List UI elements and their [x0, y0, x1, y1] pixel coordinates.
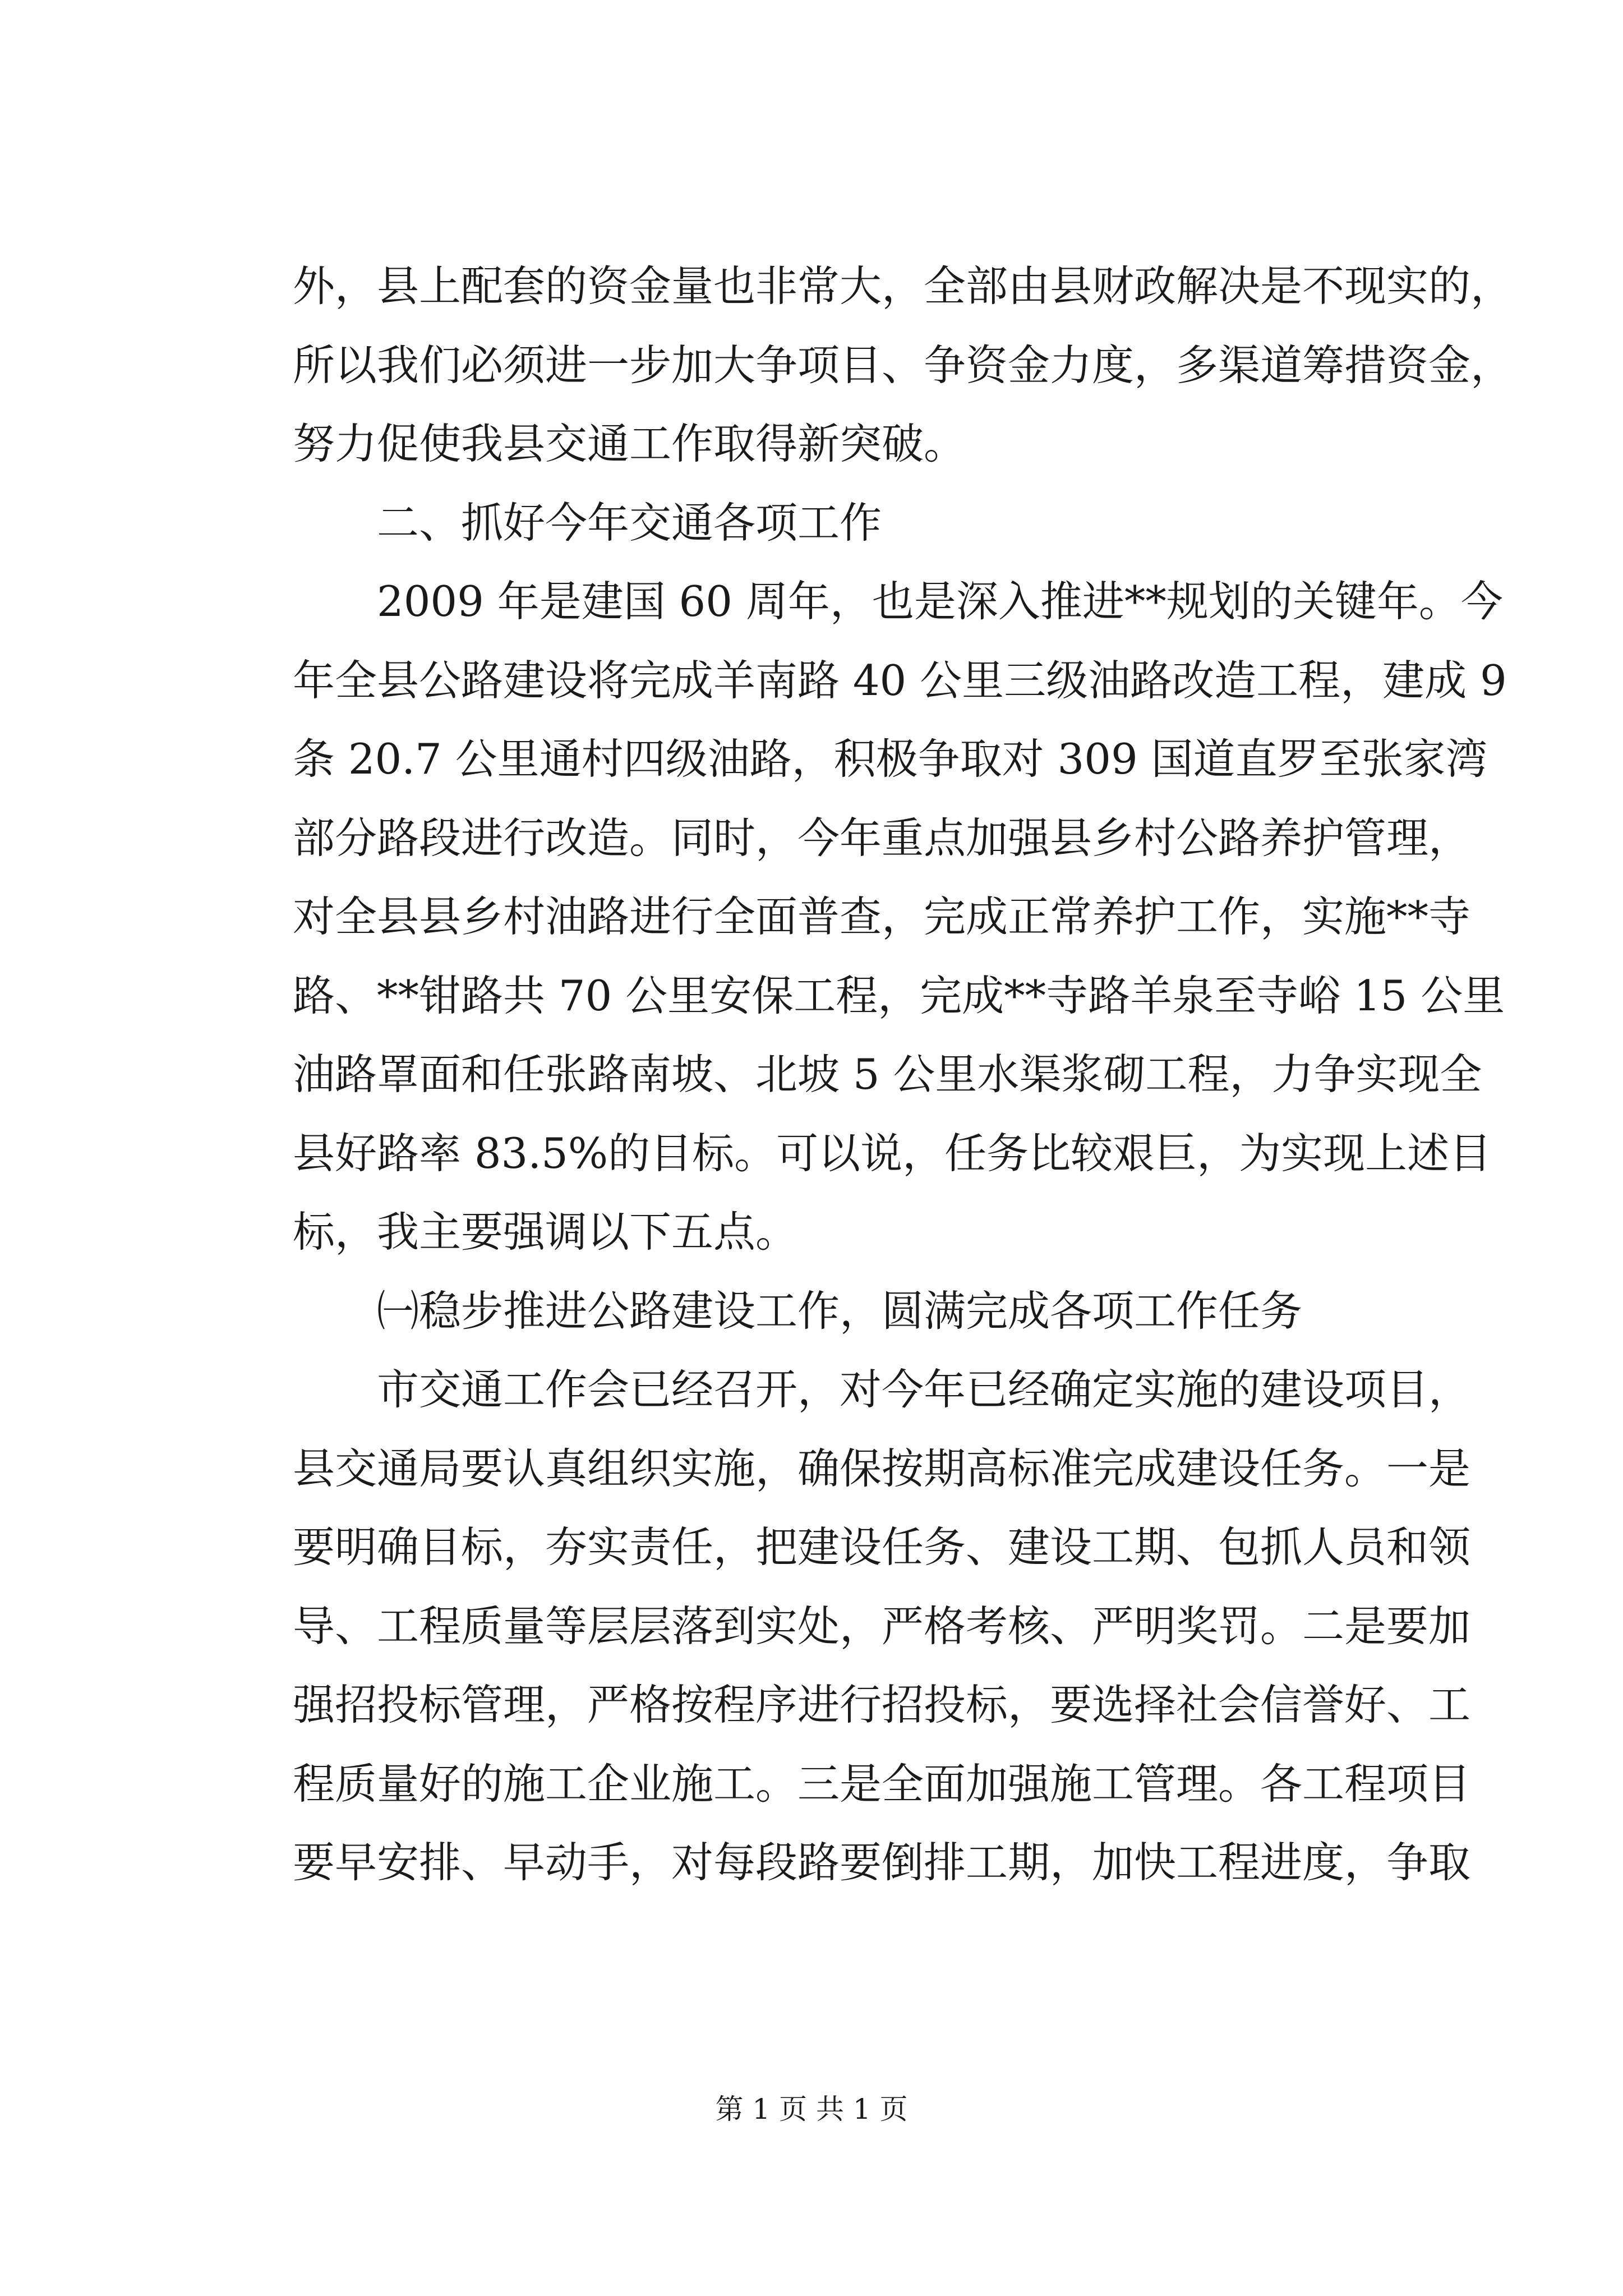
paragraph-line: 部分路段进行改造。同时，今年重点加强县乡村公路养护管理，: [293, 813, 1471, 863]
paragraph-line: 外，县上配套的资金量也非常大，全部由县财政解决是不现实的，: [293, 261, 1513, 311]
paragraph-line: 条 20.7 公里通村四级油路，积极争取对 309 国道直罗至张家湾: [293, 734, 1488, 784]
paragraph-line: 努力促使我县交通工作取得新突破。: [293, 419, 966, 468]
paragraph-line: 对全县县乡村油路进行全面普查，完成正常养护工作，实施**寺: [293, 892, 1471, 941]
paragraph-first-line: 二、抓好今年交通各项工作: [377, 498, 882, 547]
paragraph-line: 导、工程质量等层层落到实处，严格考核、严明奖罚。二是要加: [293, 1601, 1471, 1651]
paragraph-line: 县交通局要认真组织实施，确保按期高标准完成建设任务。一是: [293, 1443, 1471, 1493]
paragraph-line: 油路罩面和任张路南坡、北坡 5 公里水渠浆砌工程，力争实现全: [293, 1050, 1482, 1099]
document-body: [293, 247, 1513, 1902]
paragraph-line: 要明确目标，夯实责任，把建设任务、建设工期、包抓人员和领: [293, 1522, 1471, 1572]
paragraph-line: 程质量好的施工企业施工。三是全面加强施工管理。各工程项目: [293, 1759, 1471, 1809]
paragraph-first-line: ㈠稳步推进公路建设工作，圆满完成各项工作任务: [377, 1286, 1303, 1336]
paragraph-first-line: 市交通工作会已经召开，对今年已经确定实施的建设项目，: [377, 1365, 1471, 1414]
paragraph-line: 要早安排、早动手，对每段路要倒排工期，加快工程进度，争取: [293, 1838, 1471, 1887]
paragraph-line: 年全县公路建设将完成羊南路 40 公里三级油路改造工程，建成 9: [293, 655, 1507, 705]
page-footer: 第 1 页 共 1 页: [715, 2093, 908, 2125]
paragraph-line: 所以我们必须进一步加大争项目、争资金力度，多渠道筹措资金，: [293, 340, 1513, 390]
paragraph-line: 标，我主要强调以下五点。: [293, 1207, 798, 1257]
paragraph-first-line: 2009 年是建国 60 周年，也是深入推进**规划的关键年。今: [377, 577, 1503, 626]
paragraph-line: 强招投标管理，严格按程序进行招投标，要选择社会信誉好、工: [293, 1680, 1471, 1729]
paragraph-line: 路、**钳路共 70 公里安保工程，完成**寺路羊泉至寺峪 15 公里: [293, 970, 1505, 1020]
paragraph-line: 县好路率 83.5%的目标。可以说，任务比较艰巨，为实现上述目: [293, 1128, 1492, 1178]
